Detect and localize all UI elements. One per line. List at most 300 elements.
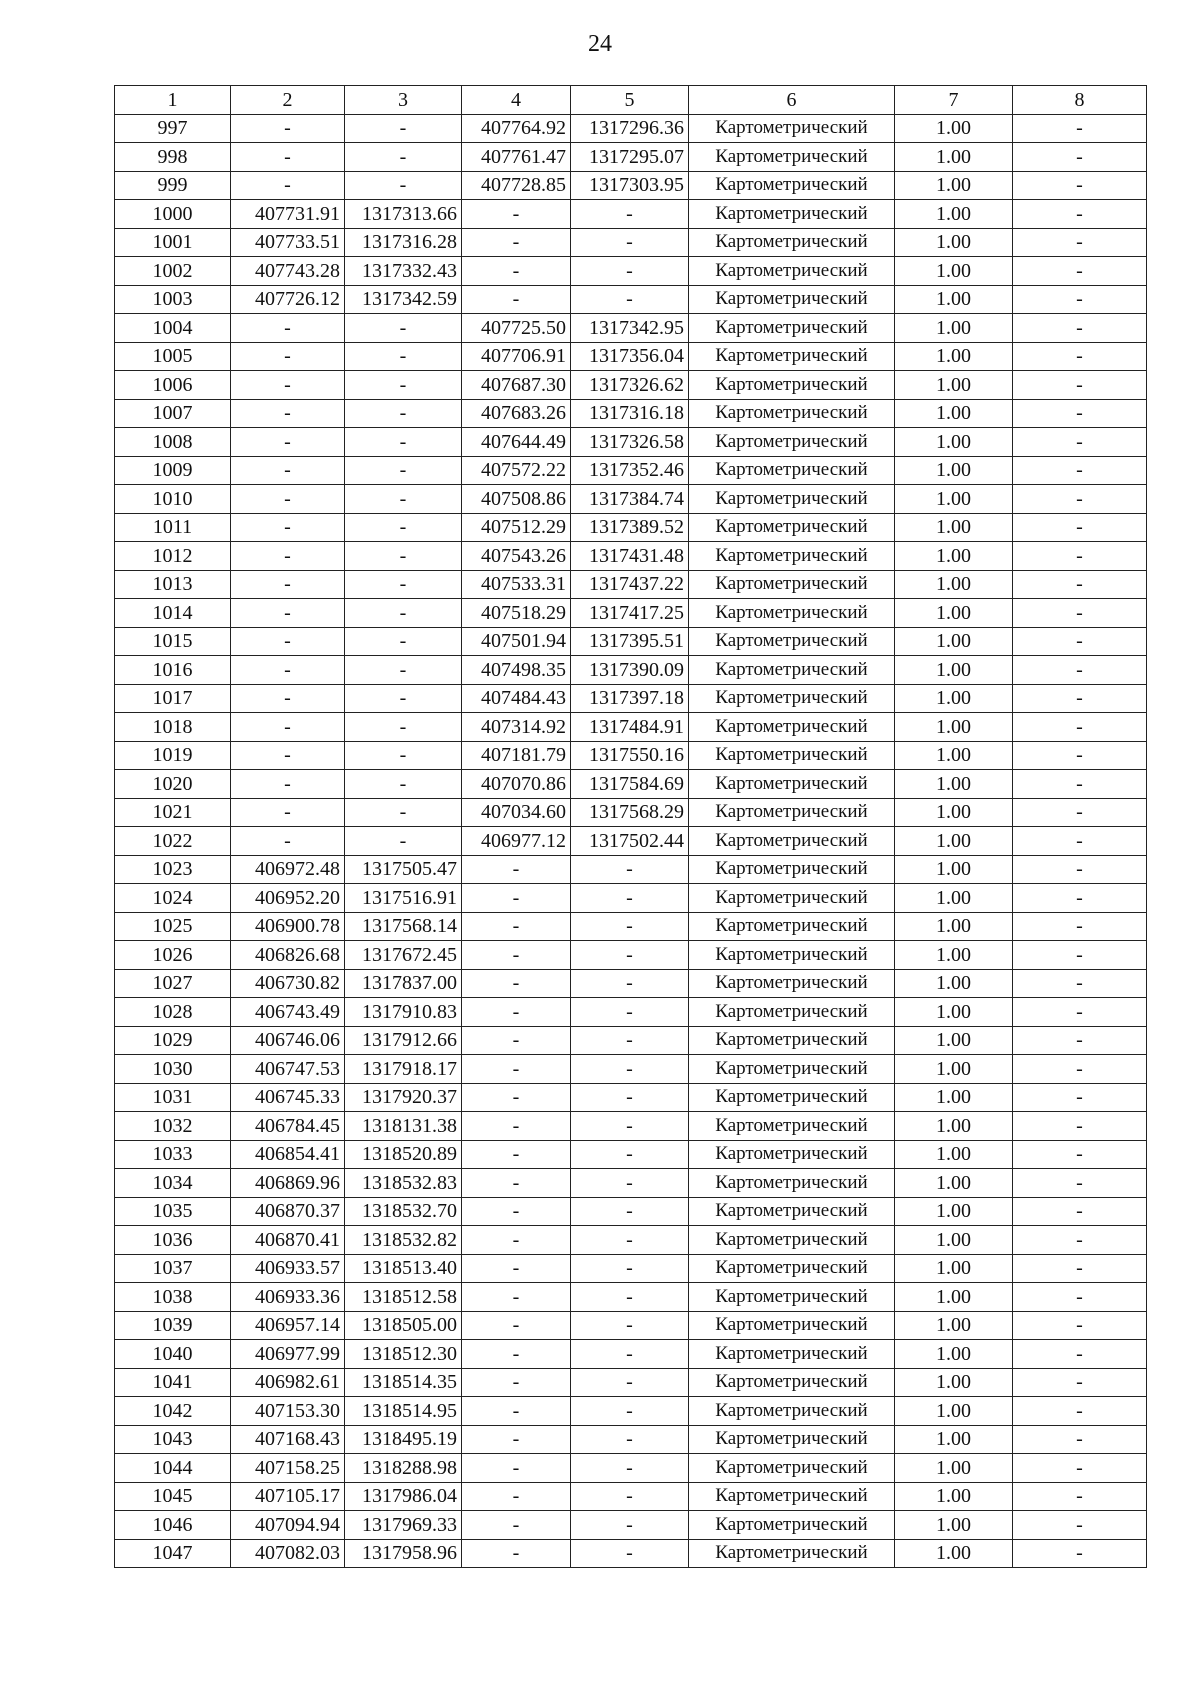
method-cell: Картометрический bbox=[689, 485, 895, 514]
point-number-cell: 1038 bbox=[115, 1283, 231, 1312]
x-old-cell: - bbox=[231, 399, 345, 428]
method-cell: Картометрический bbox=[689, 741, 895, 770]
x-new-cell: 407070.86 bbox=[462, 770, 571, 799]
table-row bbox=[115, 1254, 1147, 1283]
y-old-cell: - bbox=[345, 114, 462, 143]
x-new-cell: 407764.92 bbox=[462, 114, 571, 143]
method-cell: Картометрический bbox=[689, 684, 895, 713]
x-new-cell: - bbox=[462, 257, 571, 286]
x-new-cell: 407543.26 bbox=[462, 542, 571, 571]
note-cell: - bbox=[1013, 941, 1147, 970]
y-new-cell: 1317356.04 bbox=[571, 342, 689, 371]
x-new-cell: - bbox=[462, 1226, 571, 1255]
x-old-cell: 407168.43 bbox=[231, 1425, 345, 1454]
column-header: 3 bbox=[345, 86, 462, 115]
accuracy-cell: 1.00 bbox=[895, 342, 1013, 371]
column-header: 4 bbox=[462, 86, 571, 115]
y-new-cell: - bbox=[571, 228, 689, 257]
point-number-cell: 1027 bbox=[115, 969, 231, 998]
note-cell: - bbox=[1013, 1169, 1147, 1198]
y-new-cell: - bbox=[571, 1511, 689, 1540]
accuracy-cell: 1.00 bbox=[895, 200, 1013, 229]
point-number-cell: 1001 bbox=[115, 228, 231, 257]
coordinates-table bbox=[114, 85, 1147, 1568]
table-row bbox=[115, 656, 1147, 685]
table-row bbox=[115, 627, 1147, 656]
x-old-cell: 406972.48 bbox=[231, 855, 345, 884]
point-number-cell: 1046 bbox=[115, 1511, 231, 1540]
x-new-cell: 407644.49 bbox=[462, 428, 571, 457]
note-cell: - bbox=[1013, 485, 1147, 514]
table-row bbox=[115, 456, 1147, 485]
y-new-cell: 1317296.36 bbox=[571, 114, 689, 143]
x-new-cell: 406977.12 bbox=[462, 827, 571, 856]
table-row bbox=[115, 542, 1147, 571]
y-new-cell: 1317395.51 bbox=[571, 627, 689, 656]
accuracy-cell: 1.00 bbox=[895, 1169, 1013, 1198]
accuracy-cell: 1.00 bbox=[895, 1311, 1013, 1340]
note-cell: - bbox=[1013, 656, 1147, 685]
method-cell: Картометрический bbox=[689, 1140, 895, 1169]
x-new-cell: - bbox=[462, 228, 571, 257]
y-new-cell: - bbox=[571, 1368, 689, 1397]
note-cell: - bbox=[1013, 1026, 1147, 1055]
table-row bbox=[115, 684, 1147, 713]
point-number-cell: 1045 bbox=[115, 1482, 231, 1511]
x-new-cell: 407181.79 bbox=[462, 741, 571, 770]
y-new-cell: - bbox=[571, 912, 689, 941]
x-old-cell: - bbox=[231, 456, 345, 485]
y-new-cell: - bbox=[571, 1425, 689, 1454]
y-old-cell: 1317912.66 bbox=[345, 1026, 462, 1055]
note-cell: - bbox=[1013, 456, 1147, 485]
method-cell: Картометрический bbox=[689, 200, 895, 229]
x-old-cell: - bbox=[231, 599, 345, 628]
accuracy-cell: 1.00 bbox=[895, 998, 1013, 1027]
x-old-cell: - bbox=[231, 827, 345, 856]
note-cell: - bbox=[1013, 542, 1147, 571]
note-cell: - bbox=[1013, 1511, 1147, 1540]
accuracy-cell: 1.00 bbox=[895, 428, 1013, 457]
point-number-cell: 1041 bbox=[115, 1368, 231, 1397]
accuracy-cell: 1.00 bbox=[895, 1511, 1013, 1540]
note-cell: - bbox=[1013, 855, 1147, 884]
method-cell: Картометрический bbox=[689, 1112, 895, 1141]
point-number-cell: 1010 bbox=[115, 485, 231, 514]
method-cell: Картометрический bbox=[689, 1197, 895, 1226]
note-cell: - bbox=[1013, 998, 1147, 1027]
method-cell: Картометрический bbox=[689, 228, 895, 257]
note-cell: - bbox=[1013, 1197, 1147, 1226]
y-new-cell: 1317397.18 bbox=[571, 684, 689, 713]
accuracy-cell: 1.00 bbox=[895, 456, 1013, 485]
y-new-cell: - bbox=[571, 1482, 689, 1511]
point-number-cell: 1015 bbox=[115, 627, 231, 656]
method-cell: Картометрический bbox=[689, 542, 895, 571]
y-old-cell: - bbox=[345, 542, 462, 571]
point-number-cell: 1033 bbox=[115, 1140, 231, 1169]
x-new-cell: - bbox=[462, 1511, 571, 1540]
x-new-cell: - bbox=[462, 941, 571, 970]
x-new-cell: - bbox=[462, 1197, 571, 1226]
table-row bbox=[115, 1397, 1147, 1426]
y-old-cell: 1318512.58 bbox=[345, 1283, 462, 1312]
y-old-cell: 1317918.17 bbox=[345, 1055, 462, 1084]
note-cell: - bbox=[1013, 513, 1147, 542]
note-cell: - bbox=[1013, 713, 1147, 742]
table-row bbox=[115, 314, 1147, 343]
accuracy-cell: 1.00 bbox=[895, 1140, 1013, 1169]
accuracy-cell: 1.00 bbox=[895, 1539, 1013, 1568]
column-header: 5 bbox=[571, 86, 689, 115]
method-cell: Картометрический bbox=[689, 1055, 895, 1084]
method-cell: Картометрический bbox=[689, 1026, 895, 1055]
x-new-cell: - bbox=[462, 884, 571, 913]
method-cell: Картометрический bbox=[689, 1311, 895, 1340]
note-cell: - bbox=[1013, 114, 1147, 143]
note-cell: - bbox=[1013, 171, 1147, 200]
x-new-cell: - bbox=[462, 1169, 571, 1198]
accuracy-cell: 1.00 bbox=[895, 684, 1013, 713]
table-row bbox=[115, 770, 1147, 799]
x-old-cell: 407158.25 bbox=[231, 1454, 345, 1483]
table-body bbox=[115, 114, 1147, 1568]
point-number-cell: 1031 bbox=[115, 1083, 231, 1112]
accuracy-cell: 1.00 bbox=[895, 969, 1013, 998]
note-cell: - bbox=[1013, 741, 1147, 770]
y-new-cell: - bbox=[571, 1112, 689, 1141]
accuracy-cell: 1.00 bbox=[895, 884, 1013, 913]
note-cell: - bbox=[1013, 1140, 1147, 1169]
method-cell: Картометрический bbox=[689, 257, 895, 286]
x-old-cell: 407743.28 bbox=[231, 257, 345, 286]
note-cell: - bbox=[1013, 627, 1147, 656]
x-old-cell: - bbox=[231, 485, 345, 514]
y-old-cell: - bbox=[345, 713, 462, 742]
y-old-cell: 1318288.98 bbox=[345, 1454, 462, 1483]
x-new-cell: 407501.94 bbox=[462, 627, 571, 656]
table-row bbox=[115, 827, 1147, 856]
x-new-cell: - bbox=[462, 1254, 571, 1283]
y-old-cell: - bbox=[345, 684, 462, 713]
table-row bbox=[115, 1083, 1147, 1112]
accuracy-cell: 1.00 bbox=[895, 1112, 1013, 1141]
accuracy-cell: 1.00 bbox=[895, 656, 1013, 685]
y-new-cell: 1317550.16 bbox=[571, 741, 689, 770]
y-new-cell: 1317384.74 bbox=[571, 485, 689, 514]
note-cell: - bbox=[1013, 1539, 1147, 1568]
x-old-cell: 406870.37 bbox=[231, 1197, 345, 1226]
x-new-cell: - bbox=[462, 200, 571, 229]
y-old-cell: 1318514.95 bbox=[345, 1397, 462, 1426]
accuracy-cell: 1.00 bbox=[895, 941, 1013, 970]
accuracy-cell: 1.00 bbox=[895, 114, 1013, 143]
point-number-cell: 1004 bbox=[115, 314, 231, 343]
x-old-cell: - bbox=[231, 314, 345, 343]
table-row bbox=[115, 1539, 1147, 1568]
method-cell: Картометрический bbox=[689, 998, 895, 1027]
x-new-cell: - bbox=[462, 1112, 571, 1141]
y-new-cell: 1317326.62 bbox=[571, 371, 689, 400]
y-old-cell: 1318514.35 bbox=[345, 1368, 462, 1397]
table-row bbox=[115, 1283, 1147, 1312]
y-old-cell: 1318131.38 bbox=[345, 1112, 462, 1141]
point-number-cell: 1002 bbox=[115, 257, 231, 286]
note-cell: - bbox=[1013, 1368, 1147, 1397]
note-cell: - bbox=[1013, 1340, 1147, 1369]
point-number-cell: 1018 bbox=[115, 713, 231, 742]
x-old-cell: 406730.82 bbox=[231, 969, 345, 998]
method-cell: Картометрический bbox=[689, 599, 895, 628]
y-old-cell: - bbox=[345, 314, 462, 343]
x-new-cell: - bbox=[462, 1368, 571, 1397]
y-old-cell: - bbox=[345, 570, 462, 599]
x-old-cell: - bbox=[231, 656, 345, 685]
note-cell: - bbox=[1013, 200, 1147, 229]
table-row bbox=[115, 342, 1147, 371]
y-old-cell: 1317969.33 bbox=[345, 1511, 462, 1540]
note-cell: - bbox=[1013, 1397, 1147, 1426]
x-new-cell: - bbox=[462, 1283, 571, 1312]
y-new-cell: 1317303.95 bbox=[571, 171, 689, 200]
y-new-cell: 1317316.18 bbox=[571, 399, 689, 428]
y-old-cell: - bbox=[345, 741, 462, 770]
y-new-cell: - bbox=[571, 1254, 689, 1283]
note-cell: - bbox=[1013, 1482, 1147, 1511]
method-cell: Картометрический bbox=[689, 969, 895, 998]
x-old-cell: 407733.51 bbox=[231, 228, 345, 257]
x-new-cell: - bbox=[462, 969, 571, 998]
y-new-cell: - bbox=[571, 1539, 689, 1568]
point-number-cell: 1024 bbox=[115, 884, 231, 913]
y-new-cell: - bbox=[571, 1197, 689, 1226]
x-old-cell: 406952.20 bbox=[231, 884, 345, 913]
accuracy-cell: 1.00 bbox=[895, 371, 1013, 400]
accuracy-cell: 1.00 bbox=[895, 1397, 1013, 1426]
method-cell: Картометрический bbox=[689, 171, 895, 200]
x-old-cell: 406743.49 bbox=[231, 998, 345, 1027]
table-row bbox=[115, 171, 1147, 200]
point-number-cell: 1019 bbox=[115, 741, 231, 770]
table-row bbox=[115, 798, 1147, 827]
table-row bbox=[115, 1511, 1147, 1540]
y-new-cell: - bbox=[571, 200, 689, 229]
y-old-cell: 1318512.30 bbox=[345, 1340, 462, 1369]
table-row bbox=[115, 257, 1147, 286]
accuracy-cell: 1.00 bbox=[895, 1083, 1013, 1112]
note-cell: - bbox=[1013, 1055, 1147, 1084]
x-new-cell: 407687.30 bbox=[462, 371, 571, 400]
point-number-cell: 1003 bbox=[115, 285, 231, 314]
table-row bbox=[115, 399, 1147, 428]
y-old-cell: 1318532.83 bbox=[345, 1169, 462, 1198]
point-number-cell: 1043 bbox=[115, 1425, 231, 1454]
y-old-cell: 1317986.04 bbox=[345, 1482, 462, 1511]
accuracy-cell: 1.00 bbox=[895, 1368, 1013, 1397]
x-new-cell: - bbox=[462, 1140, 571, 1169]
y-new-cell: 1317431.48 bbox=[571, 542, 689, 571]
x-new-cell: 407498.35 bbox=[462, 656, 571, 685]
method-cell: Картометрический bbox=[689, 1397, 895, 1426]
point-number-cell: 1014 bbox=[115, 599, 231, 628]
x-new-cell: 407533.31 bbox=[462, 570, 571, 599]
note-cell: - bbox=[1013, 884, 1147, 913]
table-row bbox=[115, 200, 1147, 229]
point-number-cell: 1011 bbox=[115, 513, 231, 542]
x-old-cell: - bbox=[231, 713, 345, 742]
x-new-cell: - bbox=[462, 285, 571, 314]
method-cell: Картометрический bbox=[689, 570, 895, 599]
y-new-cell: - bbox=[571, 1055, 689, 1084]
y-old-cell: - bbox=[345, 428, 462, 457]
y-old-cell: 1318520.89 bbox=[345, 1140, 462, 1169]
method-cell: Картометрический bbox=[689, 285, 895, 314]
point-number-cell: 999 bbox=[115, 171, 231, 200]
method-cell: Картометрический bbox=[689, 1083, 895, 1112]
accuracy-cell: 1.00 bbox=[895, 1482, 1013, 1511]
method-cell: Картометрический bbox=[689, 884, 895, 913]
table-row bbox=[115, 855, 1147, 884]
x-old-cell: 406957.14 bbox=[231, 1311, 345, 1340]
method-cell: Картометрический bbox=[689, 941, 895, 970]
x-new-cell: - bbox=[462, 998, 571, 1027]
point-number-cell: 1042 bbox=[115, 1397, 231, 1426]
y-new-cell: - bbox=[571, 1397, 689, 1426]
table-row bbox=[115, 1340, 1147, 1369]
table-row bbox=[115, 513, 1147, 542]
accuracy-cell: 1.00 bbox=[895, 855, 1013, 884]
x-old-cell: - bbox=[231, 342, 345, 371]
x-new-cell: 407508.86 bbox=[462, 485, 571, 514]
point-number-cell: 1023 bbox=[115, 855, 231, 884]
x-new-cell: 407706.91 bbox=[462, 342, 571, 371]
column-header: 2 bbox=[231, 86, 345, 115]
note-cell: - bbox=[1013, 285, 1147, 314]
method-cell: Картометрический bbox=[689, 770, 895, 799]
note-cell: - bbox=[1013, 143, 1147, 172]
table-row bbox=[115, 1226, 1147, 1255]
point-number-cell: 1016 bbox=[115, 656, 231, 685]
y-old-cell: - bbox=[345, 456, 462, 485]
table-row bbox=[115, 884, 1147, 913]
x-new-cell: - bbox=[462, 1397, 571, 1426]
x-old-cell: 406977.99 bbox=[231, 1340, 345, 1369]
note-cell: - bbox=[1013, 969, 1147, 998]
point-number-cell: 1029 bbox=[115, 1026, 231, 1055]
y-new-cell: - bbox=[571, 941, 689, 970]
x-old-cell: - bbox=[231, 741, 345, 770]
table-row bbox=[115, 741, 1147, 770]
x-new-cell: - bbox=[462, 855, 571, 884]
y-new-cell: 1317584.69 bbox=[571, 770, 689, 799]
method-cell: Картометрический bbox=[689, 513, 895, 542]
y-new-cell: - bbox=[571, 1140, 689, 1169]
column-header: 1 bbox=[115, 86, 231, 115]
point-number-cell: 1022 bbox=[115, 827, 231, 856]
table-row bbox=[115, 969, 1147, 998]
y-old-cell: 1317313.66 bbox=[345, 200, 462, 229]
x-new-cell: - bbox=[462, 1026, 571, 1055]
x-new-cell: 407034.60 bbox=[462, 798, 571, 827]
point-number-cell: 1007 bbox=[115, 399, 231, 428]
table-row bbox=[115, 941, 1147, 970]
method-cell: Картометрический bbox=[689, 1425, 895, 1454]
point-number-cell: 1008 bbox=[115, 428, 231, 457]
accuracy-cell: 1.00 bbox=[895, 1283, 1013, 1312]
x-new-cell: 407728.85 bbox=[462, 171, 571, 200]
y-old-cell: - bbox=[345, 627, 462, 656]
table-row bbox=[115, 1140, 1147, 1169]
y-old-cell: - bbox=[345, 143, 462, 172]
method-cell: Картометрический bbox=[689, 1511, 895, 1540]
x-old-cell: 406745.33 bbox=[231, 1083, 345, 1112]
method-cell: Картометрический bbox=[689, 798, 895, 827]
table-row bbox=[115, 228, 1147, 257]
note-cell: - bbox=[1013, 1454, 1147, 1483]
table-row bbox=[115, 1368, 1147, 1397]
x-old-cell: - bbox=[231, 114, 345, 143]
x-new-cell: 407484.43 bbox=[462, 684, 571, 713]
accuracy-cell: 1.00 bbox=[895, 1254, 1013, 1283]
table-row bbox=[115, 1197, 1147, 1226]
accuracy-cell: 1.00 bbox=[895, 570, 1013, 599]
y-new-cell: - bbox=[571, 855, 689, 884]
y-new-cell: - bbox=[571, 1226, 689, 1255]
method-cell: Картометрический bbox=[689, 428, 895, 457]
y-new-cell: - bbox=[571, 1283, 689, 1312]
table-row bbox=[115, 285, 1147, 314]
point-number-cell: 1013 bbox=[115, 570, 231, 599]
y-old-cell: 1318495.19 bbox=[345, 1425, 462, 1454]
table-row bbox=[115, 143, 1147, 172]
y-old-cell: - bbox=[345, 485, 462, 514]
table-row bbox=[115, 1112, 1147, 1141]
note-cell: - bbox=[1013, 314, 1147, 343]
y-old-cell: - bbox=[345, 171, 462, 200]
x-new-cell: - bbox=[462, 1425, 571, 1454]
accuracy-cell: 1.00 bbox=[895, 827, 1013, 856]
y-old-cell: 1317505.47 bbox=[345, 855, 462, 884]
method-cell: Картометрический bbox=[689, 1482, 895, 1511]
method-cell: Картометрический bbox=[689, 1368, 895, 1397]
note-cell: - bbox=[1013, 1311, 1147, 1340]
point-number-cell: 1037 bbox=[115, 1254, 231, 1283]
x-new-cell: - bbox=[462, 1055, 571, 1084]
point-number-cell: 1028 bbox=[115, 998, 231, 1027]
point-number-cell: 1040 bbox=[115, 1340, 231, 1369]
point-number-cell: 1012 bbox=[115, 542, 231, 571]
note-cell: - bbox=[1013, 399, 1147, 428]
x-new-cell: - bbox=[462, 1454, 571, 1483]
note-cell: - bbox=[1013, 1083, 1147, 1112]
y-old-cell: 1317920.37 bbox=[345, 1083, 462, 1112]
x-old-cell: 406982.61 bbox=[231, 1368, 345, 1397]
y-new-cell: - bbox=[571, 285, 689, 314]
y-old-cell: 1318505.00 bbox=[345, 1311, 462, 1340]
y-old-cell: - bbox=[345, 599, 462, 628]
point-number-cell: 1035 bbox=[115, 1197, 231, 1226]
table-row bbox=[115, 1311, 1147, 1340]
method-cell: Картометрический bbox=[689, 1254, 895, 1283]
x-old-cell: - bbox=[231, 570, 345, 599]
point-number-cell: 1009 bbox=[115, 456, 231, 485]
method-cell: Картометрический bbox=[689, 1283, 895, 1312]
x-new-cell: - bbox=[462, 1539, 571, 1568]
accuracy-cell: 1.00 bbox=[895, 741, 1013, 770]
y-new-cell: 1317417.25 bbox=[571, 599, 689, 628]
method-cell: Картометрический bbox=[689, 143, 895, 172]
method-cell: Картометрический bbox=[689, 456, 895, 485]
